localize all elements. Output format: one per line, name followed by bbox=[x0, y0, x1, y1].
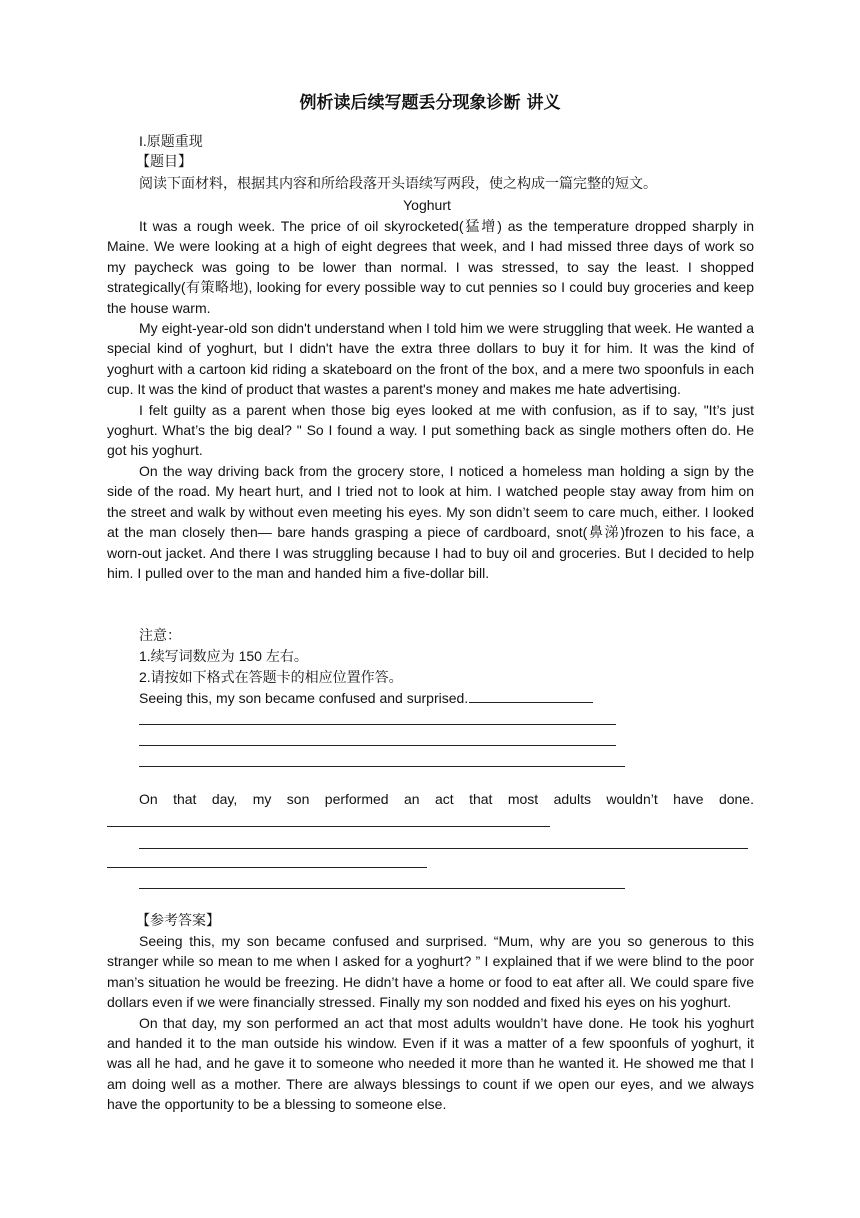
instruction-text: 阅读下面材料，根据其内容和所给段落开头语续写两段，使之构成一篇完整的短文。 bbox=[139, 175, 657, 191]
story-paragraph: On the way driving back from the grocery store, I noticed a homeless man holding a sign by the side of the road. My heart hurt, and I tried not to look at him. I watched people stay away from him on the street and walk by without even meeting his eyes. My son didn’t seem to care much, either. I looked at the man closely then— bare hands grasping a piece of cardboard, snot(鼻涕)frozen to his face, a worn-out jacket. And there I was struggling because I had to buy oil and groceries. But I decided to help him. I pulled over to the man and handed him a five-dollar bill. bbox=[107, 462, 754, 581]
page-title: 例析读后续写题丢分现象诊断 讲义 bbox=[299, 93, 561, 113]
question-tag: 【题目】 bbox=[136, 153, 192, 169]
story-title: Yoghurt bbox=[403, 197, 451, 213]
note-label: 注意： bbox=[139, 627, 181, 643]
answer-paragraph: Seeing this, my son became confused and surprised. “Mum, why are you so generous to this stranger while so mean to me when I asked for a yoghurt? ” I explained that if we were blind to the poor man’s situation he would be freezing. He didn’t have a home or food to eat after all. We could spare five dollars even if we were financially stressed. Finally my son nodded and fixed his eyes on his yoghurt. bbox=[107, 933, 754, 1011]
story-paragraph: I felt guilty as a parent when those big eyes looked at me with confusion, as if to say, "It’s just yoghurt. What’s the big deal? " So I found a way. I put something back as single mothers often do. He got his yoghurt. bbox=[107, 401, 754, 459]
answer-line[interactable] bbox=[107, 826, 550, 827]
writing-prompt: On that day, my son performed an act that most adults wouldn’t have done. bbox=[139, 791, 754, 807]
prompt-text: Seeing this, my son became confused and surprised. bbox=[139, 690, 469, 706]
story-paragraph: My eight-year-old son didn't understand when I told him we were struggling that week. He wanted a special kind of yoghurt, but I didn't have the extra three dollars to buy it for him. It was the kind of yoghurt with a cartoon kid riding a skateboard on the front of the box, and a mere two spoonfuls in each cup. It was the kind of product that wastes a parent's money and makes me hate advertising. bbox=[107, 320, 754, 398]
answer-line[interactable] bbox=[139, 888, 625, 889]
story-paragraph: It was a rough week. The price of oil skyrocketed(猛增) as the temperature dropped sharply in Maine. We were looking at a high of eight degrees that week, and I had missed three days of work so my paycheck was going to be lower than normal. I was stressed, to say the least. I shopped strategically(有策略地), looking for every possible way to cut pennies so I could buy groceries and keep the house warm. bbox=[107, 218, 754, 316]
note-item: 2.请按如下格式在答题卡的相应位置作答。 bbox=[139, 669, 403, 685]
answer-line[interactable] bbox=[139, 724, 616, 725]
answer-blank[interactable] bbox=[469, 688, 593, 703]
note-item: 1.续写词数应为 150 左右。 bbox=[139, 648, 308, 664]
answer-tag: 【参考答案】 bbox=[136, 912, 220, 928]
section-heading: I.原题重现 bbox=[139, 133, 203, 149]
writing-prompt bbox=[139, 688, 593, 708]
answer-line[interactable] bbox=[139, 766, 625, 767]
answer-paragraph: On that day, my son performed an act that most adults wouldn’t have done. He took his yoghurt and handed it to the man outside his window. Even if it was a matter of a few spoonfuls of yoghurt, it was all he had, and he gave it to someone who needed it more than he wanted it. He showed me that I am doing well as a mother. There are always blessings to count if we open our eyes, and we always have the opportunity to be a blessing to someone else. bbox=[107, 1014, 754, 1113]
answer-line[interactable] bbox=[139, 745, 616, 746]
answer-line[interactable] bbox=[139, 848, 748, 849]
answer-line[interactable] bbox=[107, 867, 427, 868]
answer-body bbox=[107, 931, 754, 1115]
story-body bbox=[107, 216, 754, 583]
